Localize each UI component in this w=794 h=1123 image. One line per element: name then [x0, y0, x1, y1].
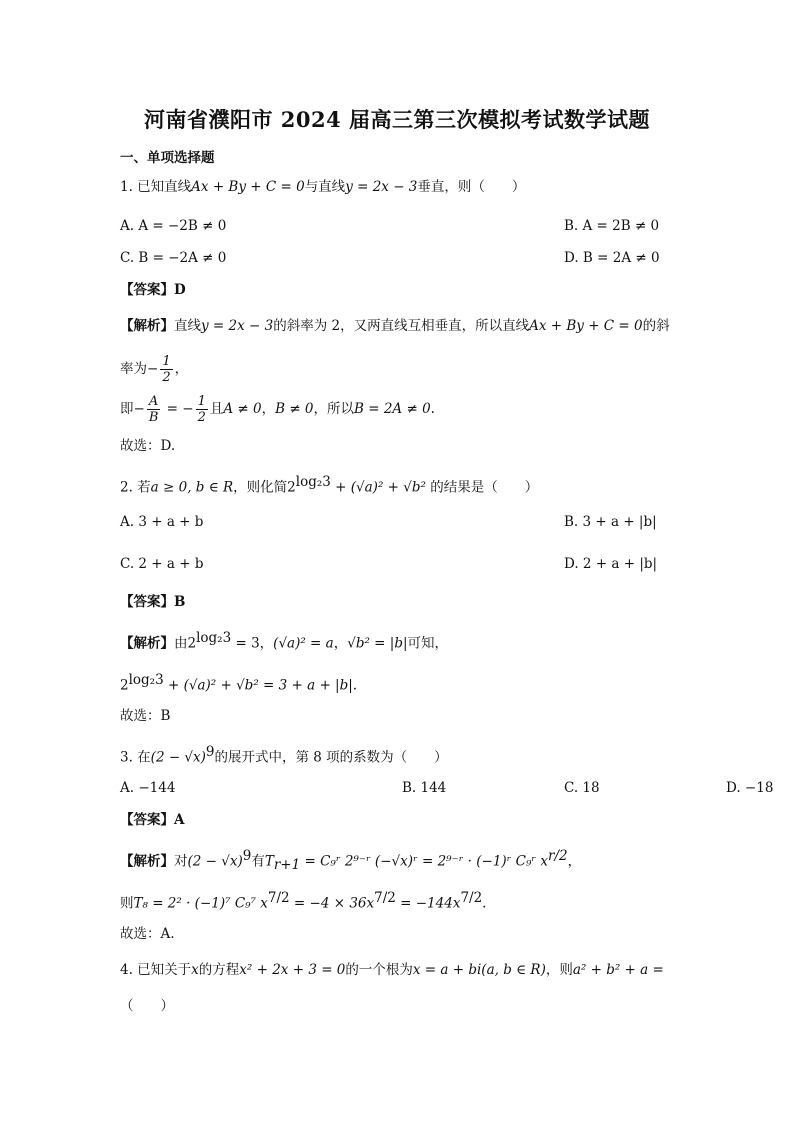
q3-exp1-exponent: 9 — [242, 848, 252, 864]
q1-exp3-e: B ≠ 0 — [275, 401, 314, 417]
q3-exp2-exp2: 7/2 — [374, 890, 396, 906]
q3-exp1-t: T — [264, 853, 274, 870]
q3-exp2-mid2: = −144x — [395, 895, 461, 912]
q4-expression: a² + b² + a = — [572, 962, 664, 978]
q2-option-c: C. 2 + a + b — [120, 556, 204, 572]
q2-explanation-line-1 — [120, 628, 448, 654]
q1-exp2-text-a: 率为 — [120, 361, 147, 377]
q3-exp2-text-a: 则 — [120, 895, 134, 912]
q1-option-d: D. B = 2A ≠ 0 — [564, 250, 660, 266]
q2-options-row-2 — [120, 554, 658, 574]
q1-exp3-mid: = − — [162, 401, 194, 417]
q1-option-b: B. A = 2B ≠ 0 — [564, 218, 660, 234]
q2-stem-text-a: 2. 若 — [120, 479, 151, 496]
q1-fraction-a-over-b — [147, 394, 161, 425]
q2-choose: 故选：B — [120, 708, 171, 724]
q1-exp3-d: ， — [261, 401, 276, 417]
q3-exp2-t8: T₈ = 2² · (−1)⁷ C₉⁷ x — [133, 895, 268, 912]
q1-exp3-g: B = 2A ≠ 0 — [354, 401, 431, 417]
q3-answer: 【答案】A — [120, 812, 185, 828]
q3-stem-text-a: 3. 在 — [120, 749, 151, 766]
q2-answer: 【答案】B — [120, 594, 186, 610]
q1-explanation-line-1 — [120, 316, 670, 336]
q1-exp1-text-a: 直线 — [174, 318, 201, 334]
q1-exp3-den: B — [148, 410, 159, 425]
q4-stem-text-d: ，则 — [545, 962, 573, 978]
q2-explanation-label: 【解析】 — [120, 635, 174, 652]
q2-option-b: B. 3 + a + |b| — [564, 514, 657, 530]
q1-stem-text-b: 与直线 — [304, 179, 346, 195]
q1-exp1-text-b: 的斜率为 2，又两直线互相垂直，所以直线 — [273, 318, 530, 334]
q2-exp1-sep1: ， — [259, 635, 274, 652]
q2-option-d: D. 2 + a + |b| — [564, 556, 658, 572]
q4-stem-text-c: 的一个根为 — [345, 962, 413, 978]
q3-exp1-text-a: 对 — [174, 853, 188, 870]
q1-exp2-num: 1 — [162, 354, 171, 369]
q2-exp1-text-a: 由 — [174, 635, 188, 652]
q1-option-a: A. A = −2B ≠ 0 — [120, 218, 227, 234]
q1-exp3-c: A ≠ 0 — [223, 401, 262, 417]
q3-choose: 故选：A. — [120, 926, 175, 942]
q3-exp2-exp3: 7/2 — [460, 890, 483, 906]
section-heading: 一、单项选择题 — [120, 150, 215, 166]
q4-variable-x: x — [191, 962, 199, 978]
q1-choose: 故选：D. — [120, 438, 176, 454]
q2-exp1-text-b: 可知， — [407, 635, 449, 652]
q1-exp3-f: ，所以 — [313, 401, 355, 417]
q2-stem-text-b: ，则化简 — [233, 479, 288, 496]
q3-option-b: B. 144 — [402, 780, 447, 796]
q1-exp1-eq: y = 2x − 3 — [201, 318, 274, 334]
q1-exp3-den2: 2 — [197, 410, 206, 425]
q3-explanation-label: 【解析】 — [120, 853, 174, 870]
q1-answer: 【答案】D — [120, 282, 186, 298]
q3-exp2-exp1: 7/2 — [267, 890, 290, 906]
q3-exp1-text-c: ， — [567, 853, 582, 870]
q1-exp3-h: . — [430, 401, 435, 417]
q3-exp1-r-exponent: r/2 — [548, 848, 568, 864]
q1-eq-line2: y = 2x − 3 — [345, 179, 418, 195]
q2-stem-text-c: 的结果是（ ） — [425, 479, 539, 496]
q1-stem-text-a: 1. 已知直线 — [120, 179, 192, 195]
q3-exp1-general-term: = C₉ʳ 2⁹⁻ʳ (−√x)ʳ = 2⁹⁻ʳ · (−1)ʳ C₉ʳ x — [300, 853, 548, 870]
q2-option-a: A. 3 + a + b — [120, 514, 204, 530]
q2-exp2-base: 2 — [120, 677, 129, 694]
q2-exp2-rest: + (√a)² + √b² = 3 + a + |b|. — [163, 677, 358, 694]
page-title: 河南省濮阳市 2024 届高三第三次模拟考试数学试题 — [143, 107, 651, 132]
q2-exp1-sep2: ， — [333, 635, 348, 652]
q3-option-c: C. 18 — [564, 780, 600, 796]
q1-explanation-line-2 — [120, 352, 188, 386]
q4-root: x = a + bi(a, b ∈ R) — [412, 962, 546, 978]
q3-exp1-text-b: 有 — [251, 853, 265, 870]
q3-binomial-exponent: 9 — [205, 744, 215, 760]
q1-exp3-num: A — [147, 394, 161, 410]
q4-stem-text-a: 4. 已知关于 — [120, 962, 192, 978]
q3-exp2-mid: = −4 × 36x — [289, 895, 375, 912]
q2-exp1-eq-b: √b² = |b| — [347, 635, 408, 652]
q4-stem-text-b: 的方程 — [198, 962, 240, 978]
q3-options-row — [120, 778, 774, 798]
q1-exp3-sign: − — [133, 401, 145, 417]
q2-explanation-line-2 — [120, 670, 357, 696]
question-3-stem — [120, 742, 448, 768]
q3-option-d: D. −18 — [726, 780, 774, 796]
q2-exp1-eq3: = 3 — [231, 635, 260, 652]
q3-explanation-line-1 — [120, 846, 581, 875]
q1-exp1-eq2: Ax + By + C = 0 — [529, 318, 643, 334]
q4-answer-blank: （ ） — [120, 998, 174, 1014]
q2-condition: a ≥ 0, b ∈ R — [150, 479, 234, 496]
q3-explanation-line-2 — [120, 888, 486, 914]
q1-exp2-den: 2 — [162, 370, 171, 385]
q3-exp2-end: . — [482, 895, 487, 912]
q1-explanation-line-3 — [120, 392, 435, 426]
q1-exp3-text-b: 且 — [209, 401, 224, 417]
q1-exp1-text-c: 的斜 — [642, 318, 670, 334]
question-1-stem — [120, 177, 525, 197]
q4-equation: x² + 2x + 3 = 0 — [239, 962, 346, 978]
q1-fraction-one-half-2 — [196, 394, 208, 425]
q1-options-row-1 — [120, 216, 660, 236]
q3-exp1-t-sub: r+1 — [273, 857, 301, 874]
q3-option-a: A. −144 — [120, 780, 176, 796]
q2-exp1-exponent: log₂3 — [196, 630, 232, 646]
q1-exp3-text-a: 即 — [120, 401, 134, 417]
q3-exp1-binomial: (2 − √x) — [187, 853, 243, 870]
q2-exp1-eq-a: (√a)² = a — [273, 635, 334, 652]
q1-eq-line1: Ax + By + C = 0 — [191, 179, 305, 195]
q1-explanation-label: 【解析】 — [120, 318, 174, 334]
q1-option-c: C. B = −2A ≠ 0 — [120, 250, 227, 266]
q1-exp2-sign: − — [147, 361, 159, 377]
q1-exp3-num2: 1 — [197, 394, 206, 409]
q1-exp2-text-b: ， — [174, 361, 189, 377]
q2-exp1-base: 2 — [187, 635, 197, 652]
q1-stem-text-c: 垂直，则（ ） — [417, 179, 526, 195]
q2-expr-base: 2 — [287, 479, 296, 496]
q2-exp2-exponent: log₂3 — [128, 672, 164, 688]
question-2-stem — [120, 472, 538, 498]
q1-fraction-one-half — [160, 354, 172, 385]
q2-options-row-1 — [120, 512, 657, 532]
q2-expr-rest: + (√a)² + √b² — [330, 479, 426, 496]
q1-options-row-2 — [120, 248, 660, 268]
q2-expr-exponent: log₂3 — [295, 474, 331, 490]
q3-stem-text-b: 的展开式中，第 8 项的系数为（ ） — [214, 749, 448, 766]
q3-binomial: (2 − √x) — [150, 749, 206, 766]
question-4-stem — [120, 960, 664, 980]
